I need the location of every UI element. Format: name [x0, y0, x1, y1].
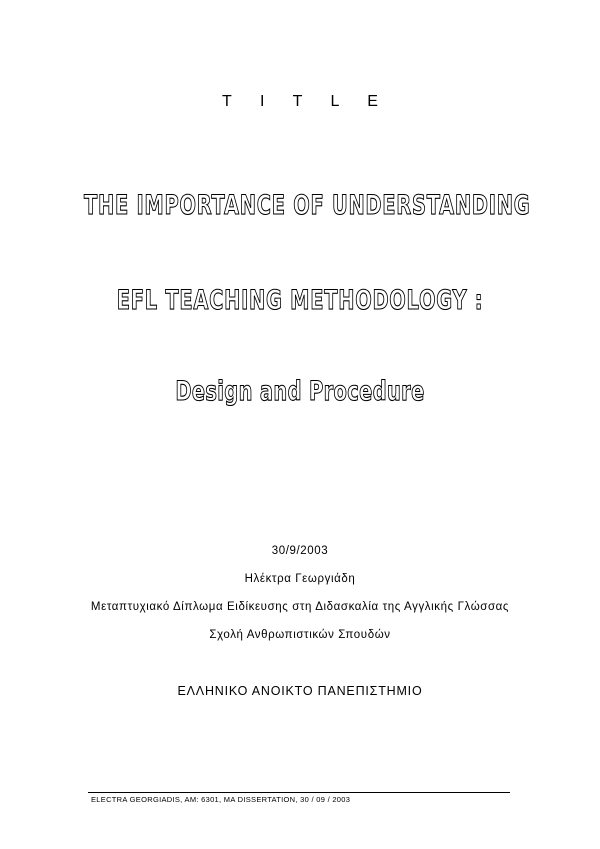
date: 30/9/2003	[271, 545, 329, 557]
program-name: Μεταπτυχιακό Δίπλωμα Ειδίκευσης στη Διδασκαλία της Αγγλικής Γλώσσας	[90, 601, 510, 613]
main-title-line-2: EFL TEACHING METHODOLOGY :	[116, 285, 484, 316]
author-name: Ηλέκτρα Γεωργιάδη	[244, 573, 356, 585]
main-title-line-1: THE IMPORTANCE OF UNDERSTANDING	[83, 190, 531, 221]
footer-divider	[88, 792, 510, 793]
school-name: Σχολή Ανθρωπιστικών Σπουδών	[209, 629, 391, 641]
university-name: ΕΛΛΗΝΙΚΟ ΑΝΟΙΚΤΟ ΠΑΝΕΠΙΣΤΗΜΙΟ	[177, 684, 423, 698]
footer-text: ELECTRA GEORGIADIS, AM: 6301, MA DISSERTATION, 30 / 09 / 2003	[91, 795, 351, 804]
title-label: T I T L E	[222, 93, 390, 110]
subtitle: Design and Procedure	[175, 376, 425, 407]
